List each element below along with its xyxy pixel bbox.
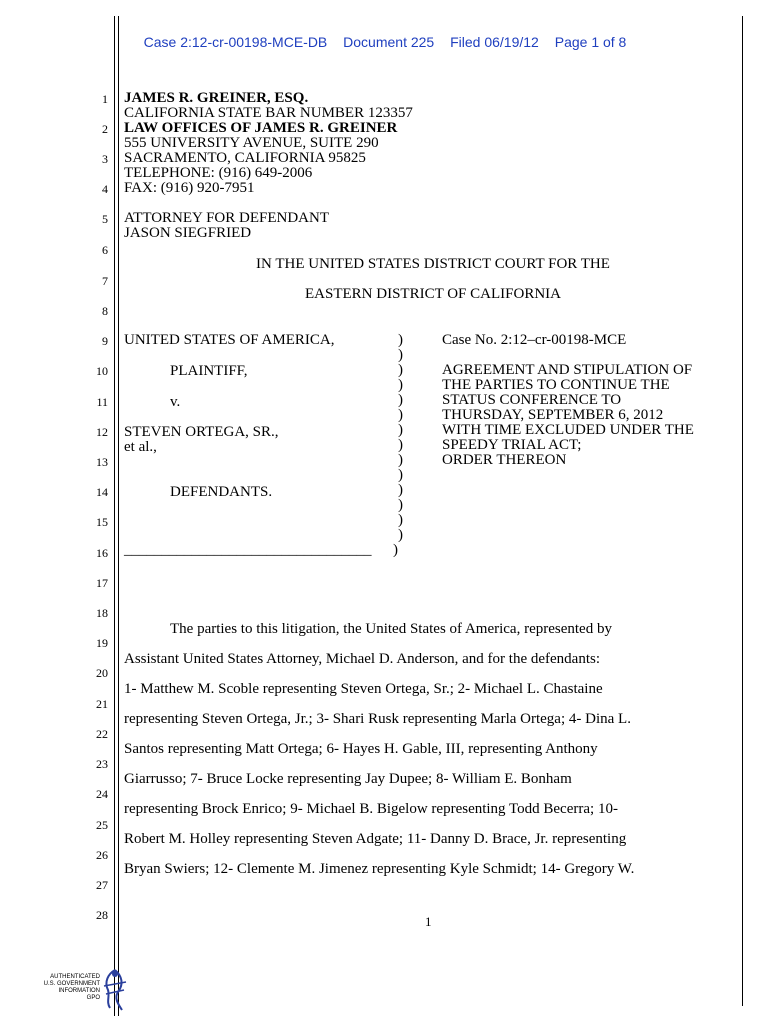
line-number: 11 (96, 395, 108, 409)
body-line: Giarrusso; 7- Bruce Locke representing Jay Dupee; 8- William E. Bonham (124, 771, 572, 787)
page-number: 1 (425, 914, 432, 929)
line-number: 15 (96, 515, 108, 529)
line-number: 6 (102, 243, 108, 257)
body-line: representing Brock Enrico; 9- Michael B. Bigelow representing Todd Becerra; 10- (124, 801, 618, 817)
line-number: 7 (102, 274, 108, 288)
body-line: Santos representing Matt Ortega; 6- Hayes H. Gable, III, representing Anthony (124, 741, 598, 757)
document-title-line: WITH TIME EXCLUDED UNDER THE (442, 422, 694, 438)
defendant-et-al: et al., (124, 439, 157, 455)
case-number: Case No. 2:12–cr-00198-MCE (442, 332, 627, 348)
counsel-bar-number: CALIFORNIA STATE BAR NUMBER 123357 (124, 105, 413, 121)
line-number: 10 (96, 364, 108, 378)
line-number: 17 (96, 576, 108, 590)
line-number: 18 (96, 606, 108, 620)
gpo-text-line: U.S. GOVERNMENT (43, 981, 100, 987)
document-title-line: STATUS CONFERENCE TO (442, 392, 622, 408)
header-page: Page 1 of 8 (554, 34, 627, 50)
line-number: 2 (102, 122, 108, 136)
line-number: 26 (96, 848, 108, 862)
line-number: 27 (96, 878, 108, 892)
line-number: 4 (102, 182, 108, 196)
filing-header (0, 34, 770, 50)
gpo-seal-text (40, 974, 100, 1002)
plaintiff-label: PLAINTIFF, (170, 363, 248, 379)
counsel-address-line-1: 555 UNIVERSITY AVENUE, SUITE 290 (124, 135, 379, 151)
line-number: 20 (96, 666, 108, 680)
line-number: 23 (96, 757, 108, 771)
body-line: Assistant United States Attorney, Michael D. Anderson, and for the defendants: (124, 651, 601, 667)
line-number: 9 (102, 334, 108, 348)
document-title-line: SPEEDY TRIAL ACT; (442, 437, 582, 453)
right-margin-rule (742, 16, 743, 1006)
line-number: 3 (102, 152, 108, 166)
line-number: 25 (96, 818, 108, 832)
line-number: 21 (96, 697, 108, 711)
header-case-number: Case 2:12-cr-00198-MCE-DB (143, 34, 328, 50)
versus: v. (170, 394, 181, 410)
document-title-line: THE PARTIES TO CONTINUE THE (442, 377, 670, 393)
line-number: 8 (102, 304, 108, 318)
line-number: 28 (96, 908, 108, 922)
counsel-role-line-2: JASON SIEGFRIED (124, 225, 252, 241)
gpo-text-line: AUTHENTICATED (50, 974, 100, 980)
line-number: 12 (96, 425, 108, 439)
gpo-text-line: GPO (86, 995, 100, 1001)
court-title-line-1: IN THE UNITED STATES DISTRICT COURT FOR THE (256, 256, 610, 272)
line-number: 19 (96, 636, 108, 650)
document-title-line: AGREEMENT AND STIPULATION OF (442, 362, 693, 378)
document-title-line: ORDER THEREON (442, 452, 567, 468)
eagle-icon (100, 968, 130, 1012)
body-line: representing Steven Ortega, Jr.; 3- Shari Rusk representing Marla Ortega; 4- Dina L. (124, 711, 631, 727)
line-number: 22 (96, 727, 108, 741)
counsel-telephone: TELEPHONE: (916) 649-2006 (124, 165, 313, 181)
line-number: 24 (96, 787, 108, 801)
document-title-line: THURSDAY, SEPTEMBER 6, 2012 (442, 407, 664, 423)
caption-signature-line: _________________________________ (124, 542, 372, 558)
counsel-name: JAMES R. GREINER, ESQ. (124, 90, 309, 106)
counsel-role-line-1: ATTORNEY FOR DEFENDANT (124, 210, 330, 226)
line-number: 13 (96, 455, 108, 469)
body-line: The parties to this litigation, the United States of America, represented by (170, 621, 612, 637)
counsel-firm: LAW OFFICES OF JAMES R. GREINER (124, 120, 398, 136)
line-number: 5 (102, 212, 108, 226)
defendant-label: DEFENDANTS. (170, 484, 273, 500)
gpo-authentication-seal (40, 968, 130, 1012)
defendant-party: STEVEN ORTEGA, SR., (124, 424, 279, 440)
line-number: 1 (102, 92, 108, 106)
body-line: 1- Matthew M. Scoble representing Steven Ortega, Sr.; 2- Michael L. Chastaine (124, 681, 603, 697)
header-filed-date: Filed 06/19/12 (450, 34, 539, 50)
plaintiff-party: UNITED STATES OF AMERICA, (124, 332, 335, 348)
court-title-line-2: EASTERN DISTRICT OF CALIFORNIA (305, 286, 561, 302)
header-document: Document 225 (343, 34, 435, 50)
line-number: 14 (96, 485, 108, 499)
counsel-fax: FAX: (916) 920-7951 (124, 180, 255, 196)
line-number: 16 (96, 546, 108, 560)
left-margin-rule-outer (114, 16, 115, 1016)
counsel-address-line-2: SACRAMENTO, CALIFORNIA 95825 (124, 150, 366, 166)
gpo-text-line: INFORMATION (58, 988, 100, 994)
left-margin-rule-inner (118, 16, 119, 1016)
body-line: Bryan Swiers; 12- Clemente M. Jimenez representing Kyle Schmidt; 14- Gregory W. (124, 861, 635, 877)
body-line: Robert M. Holley representing Steven Adgate; 11- Danny D. Brace, Jr. representing (124, 831, 627, 847)
